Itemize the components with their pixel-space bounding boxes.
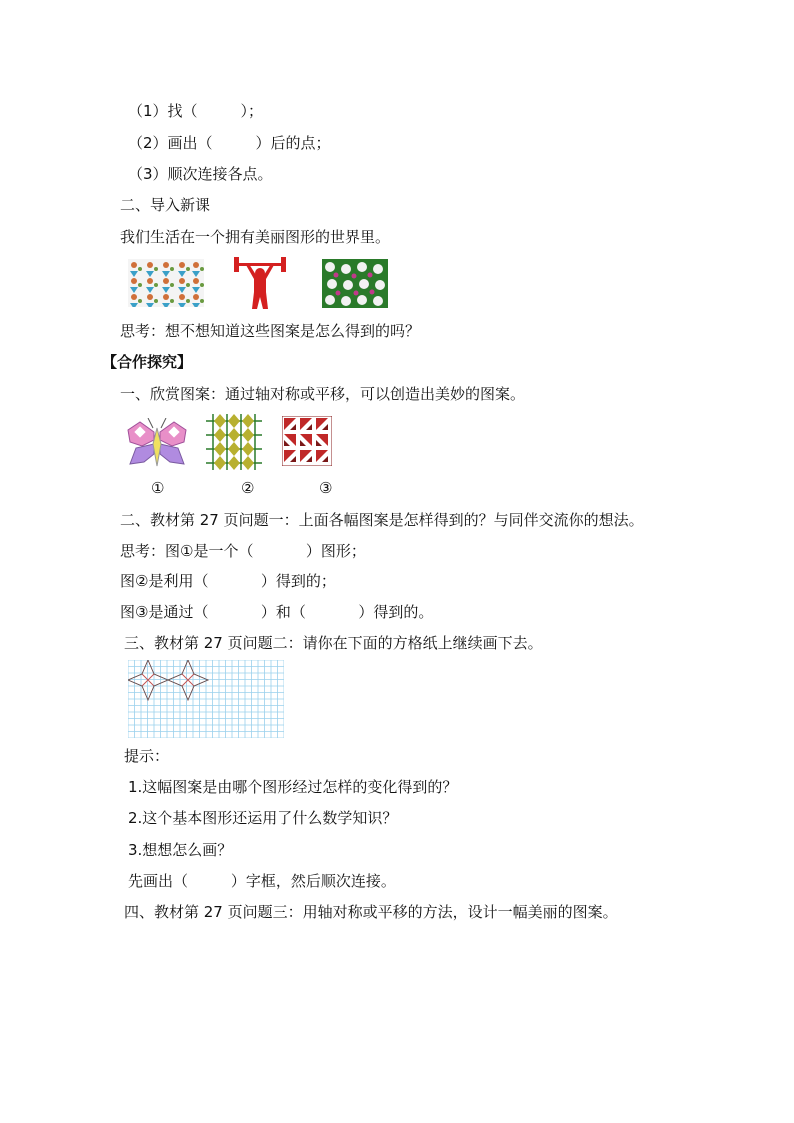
section-intro-heading: 二、导入新课 <box>120 196 211 214</box>
figure-label-3: ③ <box>319 479 333 497</box>
figure-label-2: ② <box>241 479 255 497</box>
arrow-tiles-icon <box>282 416 332 466</box>
think-question: 思考：想不想知道这些图案是怎么得到的吗？ <box>120 322 421 340</box>
figure-label-1: ① <box>151 479 165 497</box>
question-three: 四、教材第 27 页问题三：用轴对称或平移的方法，设计一幅美丽的图案。 <box>124 903 618 921</box>
star-grid-icon <box>128 660 284 738</box>
butterfly-icon <box>126 418 188 470</box>
hint-draw-frame: 先画出（ ）字框，然后顺次连接。 <box>128 872 396 890</box>
appreciate-heading: 一、欣赏图案：通过轴对称或平移，可以创造出美妙的图案。 <box>120 385 526 403</box>
diamond-grid-icon <box>206 414 262 470</box>
weightlifter-icon <box>232 257 288 309</box>
step-2: （2）画出（ ）后的点； <box>128 134 331 152</box>
hint-3: 3.想想怎么画？ <box>128 841 233 859</box>
intro-text: 我们生活在一个拥有美丽图形的世界里。 <box>120 228 391 246</box>
hint-1: 1.这幅图案是由哪个图形经过怎样的变化得到的？ <box>128 778 458 796</box>
flower-tiles-icon <box>322 259 388 308</box>
think-fig3: 图③是通过（ ）和（ ）得到的。 <box>120 603 434 621</box>
hint-2: 2.这个基本图形还运用了什么数学知识？ <box>128 809 398 827</box>
think-fig2: 图②是利用（ ）得到的； <box>120 572 336 590</box>
pattern-tiles-icon <box>128 259 204 307</box>
question-two: 三、教材第 27 页问题二：请你在下面的方格纸上继续画下去。 <box>124 634 543 652</box>
hint-label: 提示： <box>124 747 170 765</box>
step-1: （1）找（ ）； <box>128 102 263 120</box>
cooperative-heading: 【合作探究】 <box>102 353 193 371</box>
think-fig1: 思考：图①是一个（ ）图形； <box>120 542 366 560</box>
step-3: （3）顺次连接各点。 <box>128 165 273 183</box>
question-one: 二、教材第 27 页问题一：上面各幅图案是怎样得到的？与同伴交流你的想法。 <box>120 511 644 529</box>
